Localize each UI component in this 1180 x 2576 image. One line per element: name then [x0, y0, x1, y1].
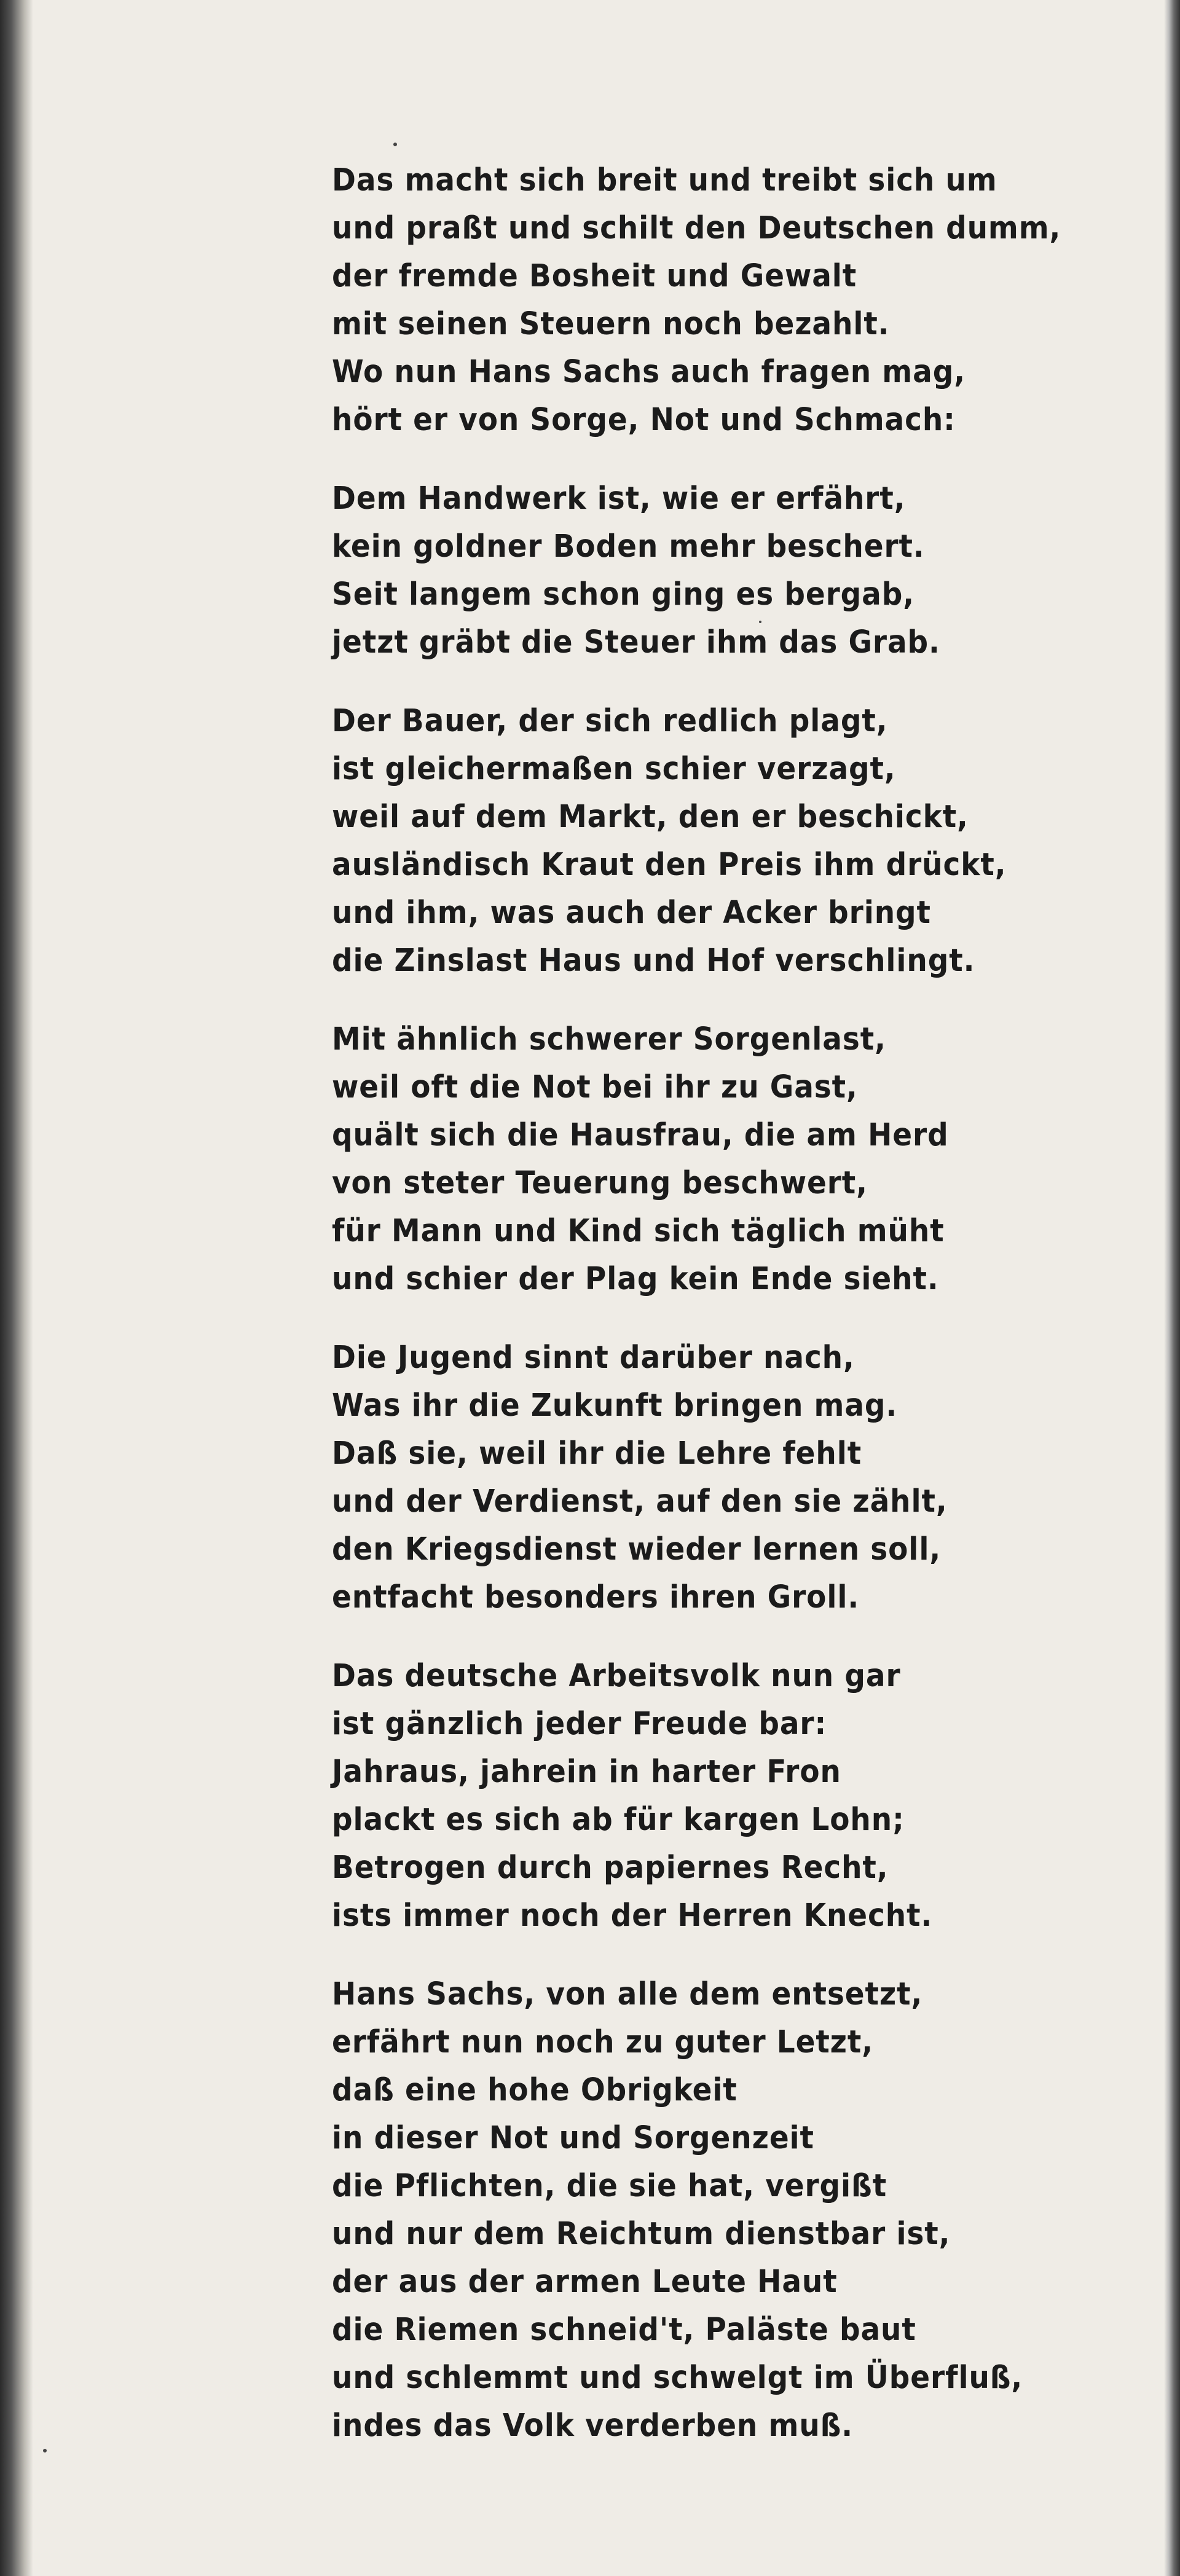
poem-line: Hans Sachs, von alle dem entsetzt,	[332, 1976, 923, 2012]
poem-line: die Pflichten, die sie hat, vergißt	[332, 2168, 887, 2204]
poem-line: weil auf dem Markt, den er beschickt,	[332, 799, 969, 835]
stanza-7	[332, 1971, 1057, 2450]
print-speck	[393, 143, 397, 146]
poem-line: Jahraus, jahrein in harter Fron	[332, 1754, 841, 1790]
poem-line: ist gänzlich jeder Freude bar:	[332, 1706, 827, 1742]
poem-line: Was ihr die Zukunft bringen mag.	[332, 1388, 898, 1424]
stanza-3	[332, 697, 1057, 985]
poem-line: kein goldner Boden mehr beschert.	[332, 528, 925, 565]
poem-line: und praßt und schilt den Deutschen dumm,	[332, 210, 1061, 246]
poem-line: Dem Handwerk ist, wie er erfährt,	[332, 481, 906, 517]
poem-line: weil oft die Not bei ihr zu Gast,	[332, 1069, 858, 1105]
poem-line: und schlemmt und schwelgt im Überfluß,	[332, 2360, 1023, 2396]
poem-line: Seit langem schon ging es bergab,	[332, 576, 915, 613]
poem-line: in dieser Not und Sorgenzeit	[332, 2120, 814, 2156]
stanza-5	[332, 1334, 1057, 1622]
poem-line: und ihm, was auch der Acker bringt	[332, 895, 931, 931]
poem-line: hört er von Sorge, Not und Schmach:	[332, 402, 956, 438]
poem-line: Wo nun Hans Sachs auch fragen mag,	[332, 354, 966, 390]
poem-line: Betrogen durch papiernes Recht,	[332, 1850, 889, 1886]
poem-line: für Mann und Kind sich täglich müht	[332, 1213, 945, 1249]
poem-line: Daß sie, weil ihr die Lehre fehlt	[332, 1435, 862, 1472]
poem-line: der fremde Bosheit und Gewalt	[332, 258, 857, 294]
poem-line: Mit ähnlich schwerer Sorgenlast,	[332, 1021, 886, 1058]
poem-line: von steter Teuerung beschwert,	[332, 1165, 868, 1201]
stanza-6	[332, 1652, 1057, 1940]
print-speck	[43, 2449, 47, 2452]
poem-line: jetzt gräbt die Steuer ihm das Grab.	[332, 624, 940, 661]
poem-line: die Zinslast Haus und Hof verschlingt.	[332, 943, 975, 979]
poem-line: plackt es sich ab für kargen Lohn;	[332, 1802, 905, 1838]
page-right-border	[1164, 0, 1180, 2576]
poem-line: mit seinen Steuern noch bezahlt.	[332, 306, 890, 342]
poem-line: Der Bauer, der sich redlich plagt,	[332, 703, 888, 739]
poem	[332, 157, 1061, 2481]
poem-line: Das macht sich breit und treibt sich um	[332, 162, 997, 198]
poem-line: indes das Volk verderben muß.	[332, 2408, 854, 2444]
poem-line: den Kriegsdienst wieder lernen soll,	[332, 1531, 942, 1568]
poem-line: ist gleichermaßen schier verzagt,	[332, 751, 896, 787]
poem-line: Das deutsche Arbeitsvolk nun gar	[332, 1658, 901, 1694]
page-left-shadow	[0, 0, 33, 2576]
poem-line: und schier der Plag kein Ende sieht.	[332, 1261, 939, 1297]
poem-line: ausländisch Kraut den Preis ihm drückt,	[332, 847, 1007, 883]
poem-line: Die Jugend sinnt darüber nach,	[332, 1340, 855, 1376]
poem-line: und der Verdienst, auf den sie zählt,	[332, 1483, 948, 1520]
stanza-2	[332, 475, 1057, 667]
poem-line: quält sich die Hausfrau, die am Herd	[332, 1117, 949, 1153]
stanza-4	[332, 1016, 1057, 1303]
poem-line: erfährt nun noch zu guter Letzt,	[332, 2024, 874, 2060]
stanza-1	[332, 157, 1061, 444]
poem-line: die Riemen schneid't, Paläste baut	[332, 2312, 916, 2348]
poem-line: der aus der armen Leute Haut	[332, 2264, 838, 2300]
poem-line: entfacht besonders ihren Groll.	[332, 1579, 860, 1616]
poem-line: daß eine hohe Obrigkeit	[332, 2072, 738, 2108]
poem-line: ists immer noch der Herren Knecht.	[332, 1898, 933, 1934]
poem-line: und nur dem Reichtum dienstbar ist,	[332, 2216, 951, 2252]
